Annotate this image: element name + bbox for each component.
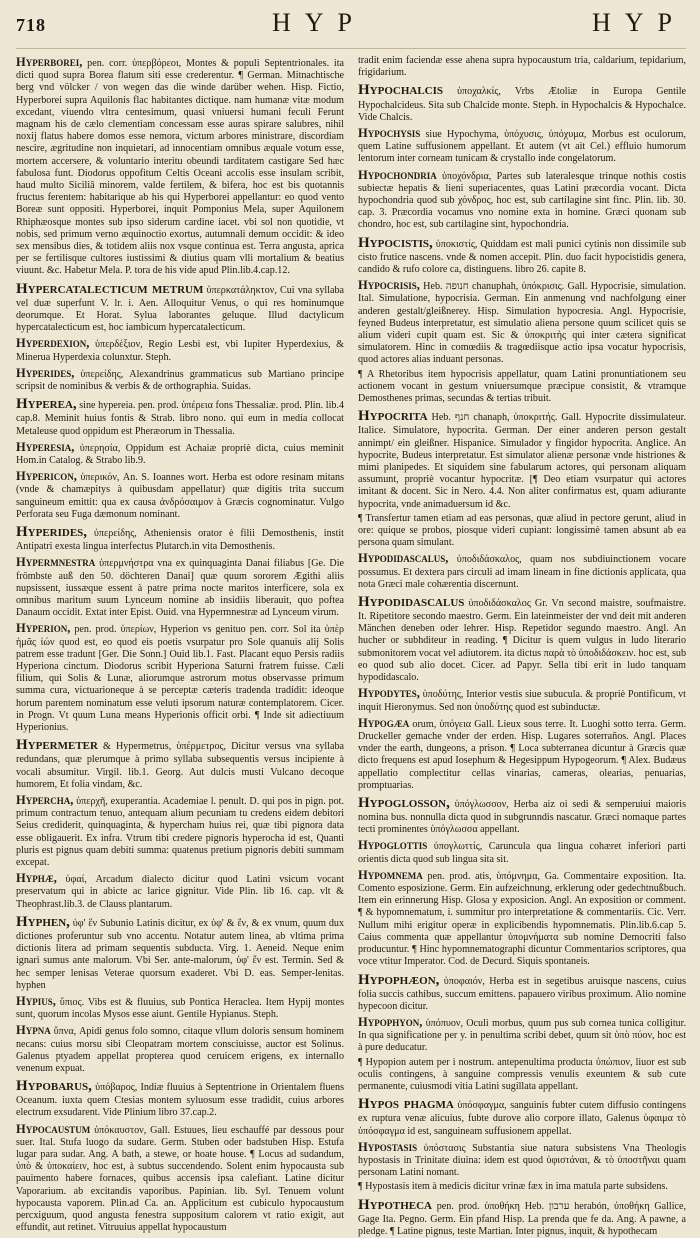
running-head-left: HYP xyxy=(271,8,366,37)
right-column xyxy=(358,55,687,1237)
entry-headword: Hypodytes, xyxy=(358,686,420,701)
entry-headword: Hypercatalecticum metrum xyxy=(16,280,204,297)
entry-definition: ὑπόστασις Substantia siue natura subsistens Vna Theologis hypostasis in Trinitate diuina: idem est quod ὑφιστάναι, & τὸ ὑποστῆναι quam personam Latini nomant. xyxy=(358,1142,686,1179)
entry-definition: ὑποκιστίς, Quiddam est mali punici cytinis non dissimile sub cisto frutice nascens. vnde & nomen accepit. Plin. duo facit hypocistidis genera, candido & rufo colore ca, distinguens. libro 26. capite 8. xyxy=(358,238,686,275)
dictionary-entry xyxy=(16,736,344,791)
dictionary-entry xyxy=(16,871,344,911)
entry-definition: ὑποδιδάσκαλος Gr. Vn second maistre, soufmaistre. It. Ripetitore secondo maestro. Germ. Ein lateinmeister der vnd deit mit anderen Mänchen deneben oder lehrer. Hisp. Repetidor segundo maestro. Angl. An hucher or subhditeur in reading. ¶ Dicitur is quem vulgus in ludo literario submonitorem vocat vel adiutorem. ita dictus παρὰ τὸ ὑποδιδάσκειν. hoc est, sub eo quod sub alio docet. Cicer. ad Papyr. Sella tibi erit in ludo tanquam hypodidascalo. xyxy=(358,597,686,684)
entry-headword: Hyperdexion, xyxy=(16,336,90,351)
entry-headword: Hypophyon, xyxy=(358,1015,423,1030)
entry-definition: ¶ A Rhetoribus item hypocrisis appellatur, quam Latini pronuntiationem seu actionem vocant in gestum vniuersumque præcipue consistit, & vtramque Demosthenes primas, secundas & tertias tribuit. xyxy=(358,368,686,404)
dictionary-entry xyxy=(16,395,344,438)
entry-headword: Hypius, xyxy=(16,993,56,1008)
entry-headword: Hyperesia, xyxy=(16,439,75,454)
entry-headword: Hyperborei, xyxy=(16,55,83,69)
entry-definition: sine hypereia. pen. prod. ὑπέρεια fons Thessaliæ. prod. Plin. lib.4 cap.8. Meminit huius fontis & Strab. libro nono. qui eum in media collocat Metaleuse quod oppidum est Pheræorum in Thessalia. xyxy=(16,400,344,437)
dictionary-entry xyxy=(16,523,344,553)
dictionary-entry xyxy=(358,1095,686,1138)
entry-headword: Hypericon, xyxy=(16,469,77,484)
dictionary-entry xyxy=(358,81,686,124)
entry-definition: ὑποχόνδρια, Partes sub lateralesque trinque nothis costis subiectæ hepatis & lieni superiacentes, quas Latini præcordia vocant. Dicta hypochondria quod sub χόνδρος, hoc est, sub cartilagine sint finc. Plin. lib. 30. cap. 3. Præcordia vocamus vno nomine exta in homine. Græci quonam sub chondro, hoc est, sub cartilagine sint, hypochondria. xyxy=(358,170,686,231)
dictionary-entry xyxy=(358,716,686,792)
dictionary-entry xyxy=(358,794,686,837)
entry-headword: Hypochondria xyxy=(358,167,437,182)
entry-definition: ὑπερησία, Oppidum est Achaiæ propriè dicta, cuius meminit Hom.in Catalog. & Strabo lib.9. xyxy=(16,442,344,466)
dictionary-entry xyxy=(358,686,686,713)
dictionary-entry xyxy=(16,336,344,363)
entry-definition: ὑπερκατάληκτον, Cui vna syllaba vel duæ superfunt V. lr. i. Aen. Alloquitur Venus, o qui res hominumque deorumque. Et Horat. Sylua laborantes geluque. Illud dactylicum hypercatalecticum est, hoc iambicum hypercatalecticum. xyxy=(16,284,344,334)
dictionary-entry xyxy=(16,994,344,1021)
left-column xyxy=(16,55,344,1234)
dictionary-entry xyxy=(16,793,344,869)
entry-headword: Hyphæ, xyxy=(16,871,57,886)
entry-headword: Hypocaustum xyxy=(16,1121,91,1136)
entry-definition: ὑπερείδης, Atheniensis orator è filii Demosthenis, instit Antipatri exesta lingua interfectus Plutarch.in vita Demosthenis. xyxy=(16,527,344,553)
entry-definition: ὑποδύτης, Interior vestis siue subucula. & propriè Pontificum, vt inquit Hieronymus. Sed non ὑποδύτης quod est subinductæ. xyxy=(358,689,686,713)
entry-definition: ὑπερείδης, Alexandrinus grammaticus sub Martiano principe scripsit de nominibus & verbis & de orthographia. Suidas. xyxy=(16,368,344,393)
entry-definition: pen. prod. ὑπερίων, Hyperion vs genituo pen. corr. Sol ita ὑπὲρ ἡμᾶς ἰών quod est, eo quod eis poetis vsurpatur pro Sole quanuis alij Solis patrem esse tradunt [Ger. Die Sonn.] Ouid lib.1. Fast. Placant equo Persis radiis Hyperiona cinctum. Diodorus scribit Hyperiona Saturni fratrem fuisse. Cæli filium, qui Solis & Lunæ, aliorumque astrorum motus observasse primum summa cura, victuarioneque à se perceptæ cæteris tradenda tradidit: ideoque horum parentem nominatum esse veluti ipsorum naturæ contemplatorem. Cicer. in Progn. Vt quum Luna means Hyperionis officit orbi. ¶ Inde sit adiectiuum Hyperionius. xyxy=(16,624,344,733)
entry-definition: Heb. חנופה chanuphah, ὑπόκρισις. Gall. Hypocrisie, simulation. Ital. Simulatione, hypocrisia. German. Ein anmenung vnd nachfolgung einer anderen gestalt/gleißnerey. Hisp. Simulation hypocresia. Angl. Hypocrisie, feyned Budeus interpretatur, est simulatio aliena persone quum scilicet quis se alium videri cupit quam est. Sic & ὑποκριτὴς qui inter cætera significat simulatorem. Hinc in comœdiis & tragœdiisque actio ipsa vocatur hypocrisis, quod actores alias induant personas. xyxy=(358,281,686,366)
dictionary-entry xyxy=(358,1057,686,1094)
entry-headword: Hypobarus, xyxy=(16,1078,92,1095)
entry-headword: Hypomnema xyxy=(358,867,423,882)
entry-definition: orum, ὑπόγεια Gall. Lieux sous terre. It. Luoghi sotto terra. Germ. Druckeller gemache vnder der erden. Hisp. Lugares soterraños. Angl. Places vnder the earth, dungeons, a prison. ¶ Loca subterranea dicuntur à Græcis quæ dicto frequens est apud Iosephum & Hegesippum Hypogeorum. ¶ Alex. Budæus appellatio complectitur cellas vinarias, cameras, olearias, penuarias, promptuarias. xyxy=(358,718,686,791)
entry-definition: ὑπόβαρος, Indiæ fluuius à Septentrione in Orientalem fluens Oceanum. iuxta quem Ctesias montem syluosum esse tradidit, cuius arbores electrum exsudarent. Vide Plinium libro 37.cap.2. xyxy=(16,1082,344,1119)
dictionary-entry xyxy=(358,1196,686,1238)
entry-headword: Hypogæa xyxy=(358,715,410,730)
entry-headword: Hypocrisis, xyxy=(358,278,420,293)
dictionary-entry xyxy=(358,1181,686,1193)
entry-definition: ὑποφαιόν, Herba est in segetibus aruisque nascens, cuius folia succis cathibus, succum emittens. papauero viribus proximum. Alio nomine hypecoon dicitur. xyxy=(358,975,686,1012)
entry-headword: Hypodidascalus xyxy=(358,593,465,610)
dictionary-entry xyxy=(358,971,686,1014)
dictionary-entry xyxy=(16,1077,344,1120)
entry-definition: ὑπερδέξιον, Regio Lesbi est, vbi Iupiter Hyperdexius, & Minerua Hyperdexia colunxtur. Steph. xyxy=(16,339,344,363)
page-header xyxy=(16,8,686,49)
dictionary-entry xyxy=(16,1122,344,1235)
entry-definition: ὑπόκαυστον, Gall. Estuues, lieu eschauffé par dessous pour suer. Ital. Stufa luogo da sudare. Germ. Stuben oder badstuben Hisp. Estufa lugar para sudar. Ang. A bath, a stewe, or hoate house. ¶ Locus ad sudandum, ὑπὸ & ὑποκαίειν, hoc est, à subtus succendendo. Solent enim hypocausta sub pauimento habere fornaces, quibus accensis ipsa calefiant. Latine dicitur Vaporarium. ab excitandis vaporibus. Papinian. lib. Syl. Tenuem volunt hypocausta vaporem. Plin.ad Ca. an. Applicitum est cubiculo hypocaustum percxiguum, quod angusta fenestra suppositum calorem vt ratio exigit, aut effundit, aut retinet. Vitruuius appellat hypocaustum xyxy=(16,1124,344,1234)
entry-headword: Hypocistis, xyxy=(358,234,433,251)
dictionary-entry xyxy=(16,469,344,521)
entry-headword: Hypermeter xyxy=(16,737,98,754)
entry-definition: ὑπερμνήστρα vna ex quinquaginta Danai filiabus [Ge. Die frömbste auß den 50. döchteren Danai] quæ quum sororem Ægithi aliis nupsissent, iussæque essent à patre prima nocte maritos interficere, sola ex omnibus maritum suum Lynceum nomine ab insidiis liberauit, quo poftea Danaum occidit. Extat inter Epist. Ouid. vna Hypermnestræ ad Lynceum virum. xyxy=(16,558,344,619)
entry-definition: pen. corr. ὑπερβόρεοι, Montes & populi Septentrionales. ita dicti quod supra Borea flatum siti esse crederentur. ¶ German. Mitnachtische berg vnd völcker / von wegen das die winde darüber wehen. Hisp. Fictio, Hyperborei supra Aquilonis flac habitantes dictique. nam humanæ vitæ modum excedant, viuendo vltra centesimum, quasi vniuersi humani feculi Ferunt magnam his de cælo clementiam concessam esse auras spirare salubres, nihil noxij flatus habere domos esse nemora, victum arbores ministrare, discordiam nescire, ægritudine non inquietari, ad innocentiam omnibus æquale votum esse, mortem accersere, & voluntario interitu obeundi tarditatem castigare Sed hæc fabulosa funt. Diodorus oppofitum Celtis Oceani accolis esse insulam scribit, haud multo Siciliâ minorem, valde fertilem, & bifera, hoc est bis quotannis fructus ferentem: habitarique ab his qui Hyperborei appellantur: eo quod vento Boreæ sunt oppositi. Hyperborei, inquit Pomponius Mela, super Aquilonem Rhiphæosque montes sub ipso siderum cardine iacet. vbi sol non quotidie, vt nobis, sed primum verno æquinoctio exortus, autumnali demum occidit: & ideo sex mensibus dies, & totidem aliis nox vsque continua est. Terra angusta, aprica per se fertilisque cultores iustissimi & diutius quam vlli mortalium & beatius viuunt. &c. Habetur Mela. P. tora de his vide apud Plin.lib.4.cap.12. xyxy=(16,58,344,277)
dictionary-entry xyxy=(358,1140,686,1180)
entry-definition: ὑποδιδάσκαλος, quam nos subdiuinctionem vocare possumus. Et dextera pars circuli ad imam lineam in fine dictionis applicata, qua nota Græci male cohærentia discernunt. xyxy=(358,554,686,590)
entry-headword: Hypophæon, xyxy=(358,971,440,988)
dictionary-entry xyxy=(358,55,686,79)
dictionary-entry xyxy=(358,369,686,406)
entry-headword: Hypoglottis xyxy=(358,838,428,853)
dictionary-entry xyxy=(358,168,686,232)
dictionary-entry xyxy=(358,551,686,591)
entry-definition: ὑφ' ἕν Subunio Latinis dicitur, ex ὑφ' & ἕν, & ex vnum, quum dux dictiones proferuntur sub vno accentu. Notatur autem linea, ab vltima prima dictionis litera ad primam sequentis subducta. Virg. 1. Aeneid. Neque enim ignari sumus ante malorum. Vbi Ser. ante-malorum, ὑφ' ἕν est. Termin. Sed & hec semper lenisas Veterae quorsum exaderet. Vbi D. eas. Semper-lenitas. hyphen xyxy=(16,917,344,991)
entry-definition: pen. prod. ὑποθήκη Heb. ערבון herabón, ὑποθήκη Gallice, Gage Ita. Pegno. Germ. Ein pfand Hisp. La prenda que fe da. Ang. A pawne, a pledge. ¶ Latine pignus, teste Martian. Inter pignus, inquit, & hypothecam xyxy=(358,1200,687,1237)
entry-definition: ὑπογλωττίς, Caruncula qua lingua cohæret inferiori parti orientis dicta quod sub lingua sita sit. xyxy=(358,841,686,865)
dictionary-entry xyxy=(358,868,686,969)
entry-definition: ὕπιος. Vibs est & fluuius, sub Pontica Heraclea. Item Hypij montes sunt, quorum incolas Mysos esse aiunt. Gentile Hypianus. Steph. xyxy=(16,996,344,1021)
dictionary-entry xyxy=(16,440,344,467)
entry-definition: pen. prod. atis, ὑπόμνημα, Ga. Commentaire exposition. Ita. Comento esposizione. Germ. Ein aufzeichnung, erklerung oder gedechtnußbuch. Item ein erinnerung Hisp. Glosa y exposicion. Angl. An exposition or comment. ¶ & hypomnematum, i. summitur pro interpretatione & commentariis. Cic. Verr. Nullum mihi erigitur operæ in explicibendis hypomnematis. Plin.lib.6.cap 5. Caius commenta quæ appellantur ὑπομνήματα sub nomine Democriti falso producuntur. ¶ Hinc hypomnematographi dicuntur Commentarios scriptores, qua voce vtitur Imperator. Cod. de Decurd. Siquis spontaneis. xyxy=(358,870,686,968)
dictionary-entry xyxy=(358,234,686,277)
dictionary-entry xyxy=(358,838,686,865)
entry-headword: Hypochalcis xyxy=(358,82,444,99)
entry-definition: ¶ Transfertur tamen etiam ad eas personas, quæ aliud in pectore gerunt, aliud in ore: quique se probos, piosque videri cupiant: longissimè tamen absunt ab ea persona quam simulant. xyxy=(358,512,686,549)
entry-headword: Hypochysis xyxy=(358,125,421,140)
entry-headword: Hypostasis xyxy=(358,1139,418,1154)
dictionary-entry xyxy=(358,513,686,550)
entry-definition: siue Hypochyma, ὑπόχυσις, ὑπόχυμα, Morbus est oculorum, quem Latine suffusionem appellant. Et autem (vt ait Cel.) effluio humorum lentorum inter corneam tunicam & crystallo inde congelatorum. xyxy=(358,128,686,165)
dictionary-entry xyxy=(16,1023,344,1075)
dictionary-entry xyxy=(358,593,686,684)
dictionary-entry xyxy=(358,278,686,366)
running-head-right: HYP xyxy=(591,8,686,37)
entry-definition: ὑποχαλκίς, Vrbs Ætoliæ in Europa Gentile Hypochalcideus. Sita sub Chalcide monte. Steph. in Hypochalcis & Hypochalce. Vide Chalcis. xyxy=(358,86,686,123)
dictionary-entry xyxy=(358,126,686,166)
entry-headword: Hypna xyxy=(16,1023,51,1038)
entry-definition: ὑπόπυον, Oculi morbus, quum pus sub cornea tunica colligitur. In qua significatione per y. in penultima scribi debet, quum sit ὑπὸ πύον, hoc est à pure deducatur. xyxy=(358,1018,686,1054)
entry-headword: Hyphen, xyxy=(16,913,70,930)
page-number: 718 xyxy=(16,15,46,35)
dictionary-entry xyxy=(358,1015,686,1055)
entry-headword: Hypocrita xyxy=(358,408,428,425)
entry-definition: ὑπερχῆ, exuperantia. Academiae l. penult. D. qui pos in pign. pot. primum contractum tenuo, antequam alium pecuniam tu credens eidem debitori Seius crediderit, quinquaginta, & hypercham huius rei, quæ tibi pignora data esse obligauerit. Ex infra. Vtrum tibi credere pignoris hyperocha id est, Quanti pluris est pignus quam debiti summa: quatenus pretium pignoris debiti summam excepat. xyxy=(16,795,344,868)
entry-definition: ὑφαί, Arcadum dialecto dicitur quod Latini vsicum vocant preservatum qui in abicte ac larice gignitur. Vide Plin. lib 16. cap. vlt & Theophrast.lib.3. de Clauss plantarum. xyxy=(16,874,344,910)
entry-headword: Hypermnestra xyxy=(16,555,96,570)
entry-definition: ὑπόσφαγμα, sanguinis fubter cutem diffusio contingens ex ruptura venæ alicuius, fubte durove alio corpore illato, Galenus ὑφαιμα τὸ ὑπόσφαγμα id est, sanguineam suffusionem appellat. xyxy=(358,1100,686,1137)
entry-headword: Hypotheca xyxy=(358,1196,433,1213)
dictionary-entry xyxy=(358,407,686,511)
entry-definition: ὑπερικόν, An. S. Ioannes wort. Herba est odore resinam mitans (vnde & chamæpitys à quibusdam appellatur) quæ digitis trita succum sanguineum emittit: qua ex causa ἀνδρόσαιμον à Græcis cognominatur. Vulgo Perforata seu Fuga dæmonum nominant. xyxy=(16,472,344,520)
entry-definition: Heb. חנף chanaph, ὑποκριτής. Gall. Hypocrite dissimulateur. Italice. Simulatore, hypocrita. German. Der einer anderen person gestalt annimpt/ ein gleißner. Hispanice. Simulador y fingidor hypocrita. Anglice. An hypocrite, Budeus interpretatur. Est simulator alienæ personæ vnde histriones & mimi planipedes. Et siquidem sine fabularum actores, qui personam aliquam assumunt, propriè vocantur hypocritæ. [¶ Deo etiam vsurpatur qui actores imitant & docent. Sic in Nero. 4.4. Non aliter confirmatus est, quam adiurante hypocrita, vnde animaduersum id &c. xyxy=(358,412,687,510)
entry-headword: Hyperea, xyxy=(16,396,77,413)
dictionary-entry xyxy=(16,913,344,992)
dictionary-entry xyxy=(16,280,344,335)
entry-headword: Hypercha, xyxy=(16,792,74,807)
entry-headword: Hyperion, xyxy=(16,621,71,636)
dictionary-entry xyxy=(16,55,344,278)
entry-definition: tradit enim faciendæ esse ahena supra hypocaustum tria, caldarium, tepidarium, frigidarium. xyxy=(358,55,686,79)
entry-headword: Hyperides, xyxy=(16,365,75,380)
entry-definition: ¶ Hypopion autem per i nostrum. antepenultima producta ὑπώπιον, liuor est sub oculis contingens, à sanguine compressis venulis exeuntem & sub cute permanente, cuiusmodi vitia Latini sugillata appellant. xyxy=(358,1056,686,1093)
dictionary-entry xyxy=(16,621,344,734)
entry-headword: Hypos phagma xyxy=(358,1096,454,1113)
entry-headword: Hyperides, xyxy=(16,523,88,540)
columns xyxy=(16,55,687,1237)
entry-definition: ¶ Hypostasis item à medicis dicitur vrinæ fæx in ima matula parte subsidens. xyxy=(358,1181,668,1193)
entry-definition: & Hypermetrus, ὑπέρμετρος, Dicitur versus vna syllaba redundans, quæ plerumque à primo syllaba subsequentis versus incipiente à vocali absumitur. Virgil. lib.1. Georg. Aut dulcis musti Vulcano decoque humorem, Et folia vindam, &c. xyxy=(16,741,344,790)
entry-headword: Hypoglosson, xyxy=(358,794,450,811)
entry-definition: ὑπόγλωσσον, Herba aiz oi sedi & semperuiui maioris nomina bus. nonnulla dicta quod in subgrunndis nascatur. Græci nomaque partes tecti prominentes ὑπόγλωσσα appellant. xyxy=(358,798,686,836)
entry-definition: ὕπνα, Apidi genus folo somno, citaque vllum doloris sensum hominem necans: cuius morsu sibi Cleopatram mortem consciuisse, auctor est Solinus. Galenus ptyadem appellat propterea quod ceruicem erigens, ex internallo venenum expuat. xyxy=(16,1026,344,1074)
entry-headword: Hypodidascalus, xyxy=(358,551,449,566)
dictionary-entry xyxy=(16,555,344,619)
dictionary-entry xyxy=(16,366,344,393)
